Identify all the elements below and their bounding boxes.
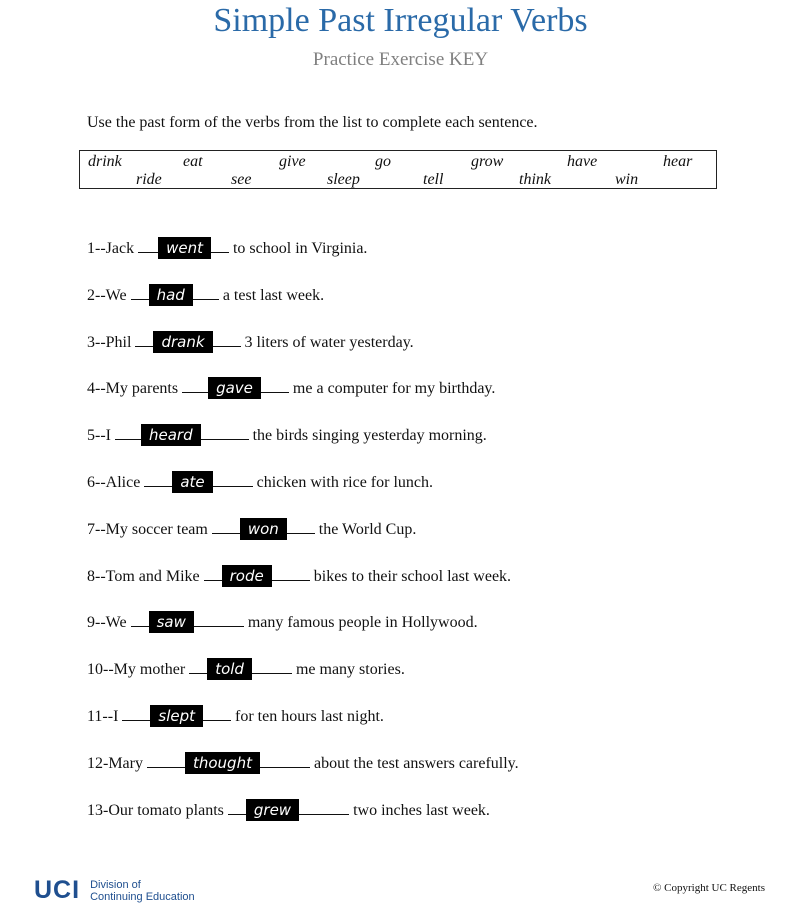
question-prefix: 2--We <box>87 287 127 304</box>
answer-box: had <box>149 284 193 306</box>
question-3 <box>87 331 414 354</box>
word-item: drink <box>88 153 122 170</box>
question-2 <box>87 284 324 307</box>
word-item: think <box>519 171 551 188</box>
word-item: eat <box>183 153 203 170</box>
answer-box: heard <box>141 424 201 446</box>
word-item: go <box>375 153 391 170</box>
question-prefix: 11--I <box>87 708 119 725</box>
division-name <box>90 879 195 903</box>
question-12 <box>87 752 519 775</box>
word-item: grow <box>471 153 504 170</box>
question-suffix: me many stories. <box>295 661 405 678</box>
answer-box: drank <box>153 331 212 353</box>
instructions: Use the past form of the verbs from the list to complete each sentence. <box>87 114 538 131</box>
question-10 <box>87 658 405 681</box>
question-suffix: two inches last week. <box>353 802 490 819</box>
division-line2: Continuing Education <box>90 890 195 903</box>
page-title: Simple Past Irregular Verbs <box>213 2 588 39</box>
question-1 <box>87 237 367 260</box>
question-prefix: 1--Jack <box>87 240 135 257</box>
question-11 <box>87 705 384 728</box>
question-prefix: 9--We <box>87 614 127 631</box>
word-item: have <box>567 153 598 170</box>
word-item: tell <box>423 171 444 188</box>
question-suffix: many famous people in Hollywood. <box>247 614 478 631</box>
question-6 <box>87 471 433 494</box>
question-prefix: 8--Tom and Mike <box>87 568 200 585</box>
answer-box: gave <box>208 377 261 399</box>
question-suffix: a test last week. <box>222 287 325 304</box>
question-prefix: 12-Mary <box>87 755 143 772</box>
question-prefix: 6--Alice <box>87 474 141 491</box>
answer-box: told <box>207 658 252 680</box>
word-item: ride <box>136 171 162 188</box>
copyright: © Copyright UC Regents <box>653 882 765 894</box>
word-item: hear <box>663 153 693 170</box>
question-13 <box>87 799 490 822</box>
question-prefix: 5--I <box>87 427 111 444</box>
question-7 <box>87 518 416 541</box>
answer-box: thought <box>185 752 260 774</box>
uci-logo <box>34 876 195 905</box>
uci-logo-text: UCI <box>34 876 81 904</box>
question-4 <box>87 377 495 400</box>
question-suffix: for ten hours last night. <box>235 708 384 725</box>
question-suffix: me a computer for my birthday. <box>292 380 496 397</box>
word-item: see <box>231 171 252 188</box>
question-suffix: about the test answers carefully. <box>313 755 519 772</box>
question-9 <box>87 611 478 634</box>
word-item: win <box>615 171 639 188</box>
question-prefix: 13-Our tomato plants <box>87 802 224 819</box>
answer-box: ate <box>172 471 212 493</box>
word-list-box <box>79 150 717 189</box>
question-prefix: 3--Phil <box>87 334 132 351</box>
question-suffix: chicken with rice for lunch. <box>256 474 433 491</box>
page-subtitle: Practice Exercise KEY <box>312 49 489 70</box>
answer-box: rode <box>222 565 272 587</box>
answer-box: slept <box>150 705 203 727</box>
division-line1: Division of <box>90 878 141 891</box>
question-suffix: bikes to their school last week. <box>313 568 512 585</box>
word-item: give <box>279 153 306 170</box>
answer-box: went <box>158 237 211 259</box>
answer-box: saw <box>149 611 194 633</box>
question-suffix: the World Cup. <box>318 521 417 538</box>
question-prefix: 10--My mother <box>87 661 186 678</box>
question-prefix: 7--My soccer team <box>87 521 208 538</box>
question-suffix: 3 liters of water yesterday. <box>244 334 414 351</box>
answer-box: won <box>240 518 287 540</box>
question-8 <box>87 565 511 588</box>
answer-box: grew <box>246 799 299 821</box>
question-suffix: the birds singing yesterday morning. <box>252 427 487 444</box>
word-item: sleep <box>327 171 360 188</box>
question-prefix: 4--My parents <box>87 380 179 397</box>
question-suffix: to school in Virginia. <box>232 240 368 257</box>
question-5 <box>87 424 487 447</box>
